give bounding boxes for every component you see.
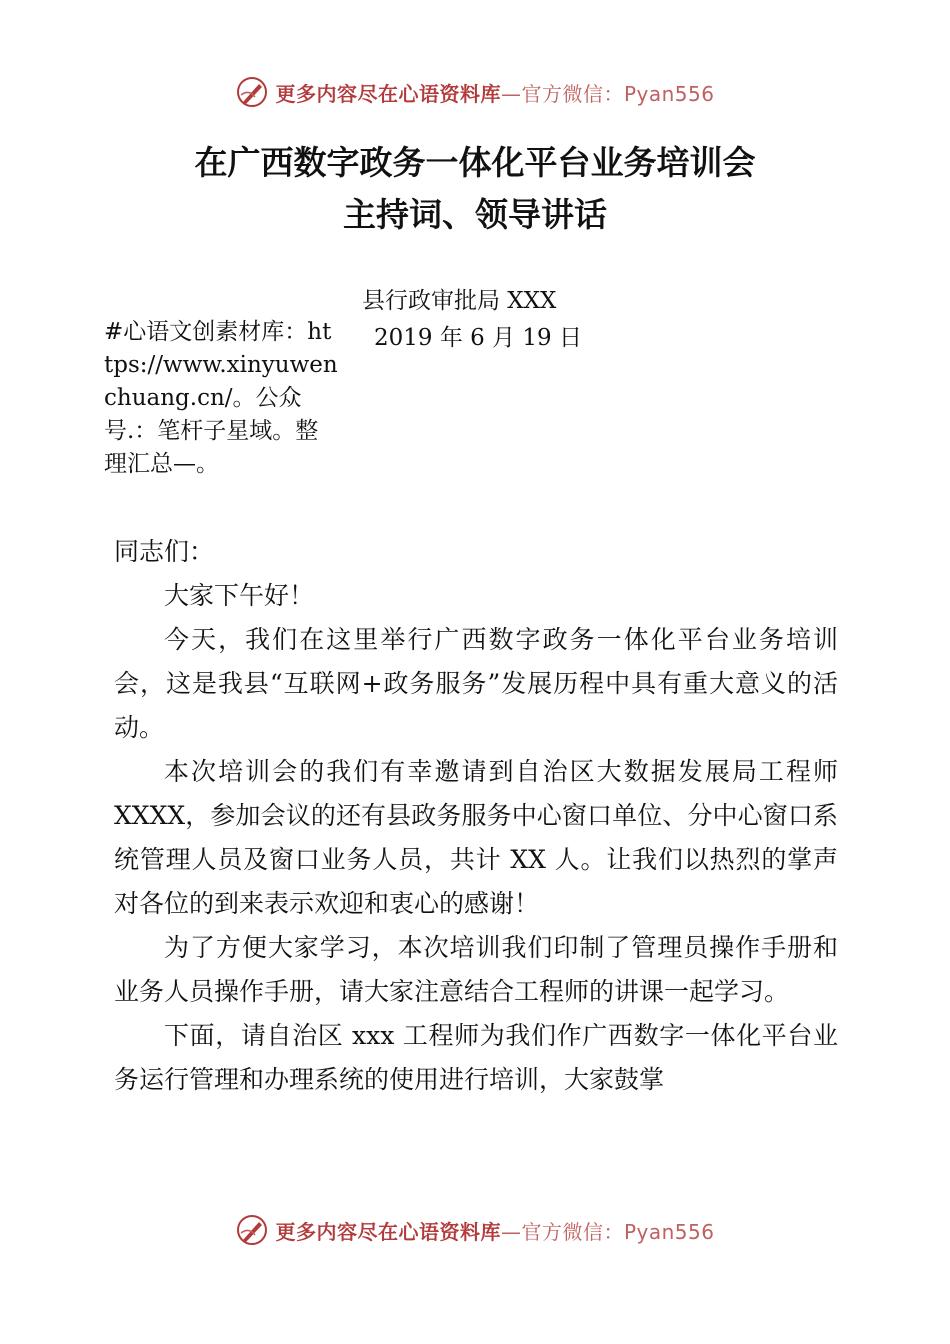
watermark-text: 更多内容尽在心语资料库—官方微信：Pyan556 bbox=[275, 1219, 715, 1244]
author-byline: 县行政审批局 XXX bbox=[362, 288, 557, 314]
paragraph-guests: 本次培训会的我们有幸邀请到自治区大数据发展局工程师 XXXX，参加会议的还有县政务服务中心窗口单位、分中心窗口系统管理人员及窗口业务人员，共计 XX 人。让我们以热烈的掌声对各位的到来表示欢迎和衷心的感谢！ bbox=[114, 757, 838, 918]
document-title-line-2: 主持词、领导讲话 bbox=[343, 195, 607, 234]
document-date: 2019 年 6 月 19 日 bbox=[374, 325, 582, 351]
header-watermark-banner bbox=[0, 70, 950, 114]
salutation: 同志们： bbox=[114, 537, 215, 566]
quill-logo-icon bbox=[235, 1213, 269, 1247]
speech-body bbox=[114, 530, 838, 1102]
paragraph-greeting: 大家下午好！ bbox=[164, 581, 315, 610]
paragraph-introduction: 下面，请自治区 xxx 工程师为我们作广西数字一体化平台业务运行管理和办理系统的使用进行培训，大家鼓掌 bbox=[114, 1021, 838, 1094]
watermark-text: 更多内容尽在心语资料库—官方微信：Pyan556 bbox=[275, 81, 715, 106]
footer-watermark-banner bbox=[0, 1208, 950, 1252]
paragraph-opening: 今天，我们在这里举行广西数字政务一体化平台业务培训会，这是我县“互联网+政务服务”发展历程中具有重大意义的活动。 bbox=[114, 625, 838, 742]
document-title-line-1: 在广西数字政务一体化平台业务培训会 bbox=[194, 143, 756, 182]
source-note: #心语文创素材库：https://www.xinyuwenchuang.cn/。公众号.：笔杆子星域。整理汇总—。 bbox=[104, 319, 338, 477]
quill-logo-icon bbox=[235, 75, 269, 109]
paragraph-materials: 为了方便大家学习，本次培训我们印制了管理员操作手册和业务人员操作手册，请大家注意结合工程师的讲课一起学习。 bbox=[114, 933, 838, 1006]
